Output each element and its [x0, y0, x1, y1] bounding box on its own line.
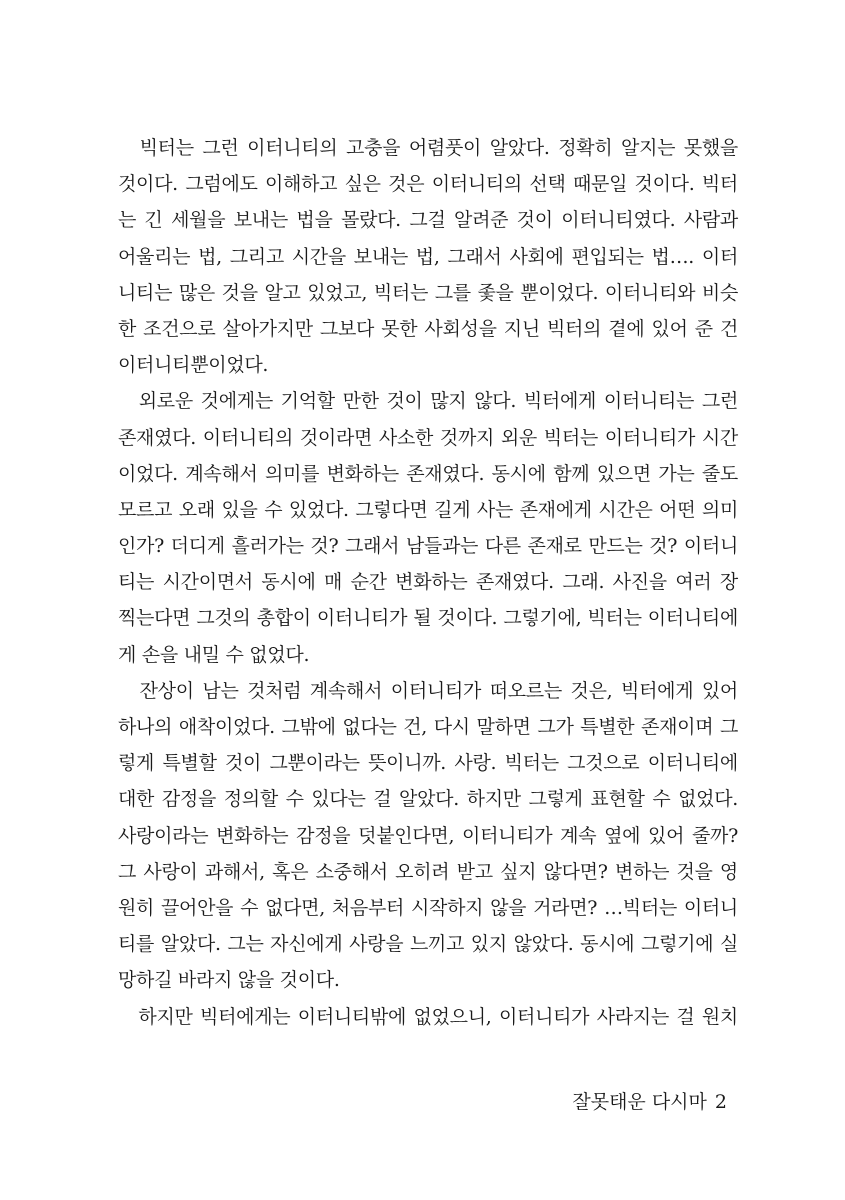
page-number: 2	[714, 1091, 727, 1113]
text-line: 빅터는 그런 이터니티의 고충을 어렴풋이 알았다. 정확히 알지는 못했을	[118, 137, 738, 159]
text-line: 찍는다면 그것의 총합이 이터니티가 될 것이다. 그렇기에, 빅터는 이터니티에	[118, 607, 738, 630]
paragraph-1	[118, 130, 738, 383]
text-line: 티를 알았다. 그는 자신에게 사랑을 느끼고 있지 않았다. 동시에 그렇기에 실	[118, 933, 738, 956]
text-line: 모르고 오래 있을 수 있었다. 그렇다면 길게 사는 존재에게 시간은 어떤 의미	[118, 498, 738, 521]
text-line: 한 조건으로 살아가지만 그보다 못한 사회성을 지닌 빅터의 곁에 있어 준 건	[118, 317, 738, 340]
text-line: 렇게 특별할 것이 그뿐이라는 뜻이니까. 사랑. 빅터는 그것으로 이터니티에	[118, 752, 738, 775]
page-footer	[572, 1090, 727, 1114]
text-line: 이터니티뿐이었다.	[118, 354, 269, 377]
text-line: 망하길 바라지 않을 것이다.	[118, 969, 340, 992]
text-line: 잔상이 남는 것처럼 계속해서 이터니티가 떠오르는 것은, 빅터에게 있어	[118, 679, 738, 702]
paragraph-3	[118, 673, 738, 999]
text-line: 그 사랑이 과해서, 혹은 소중해서 오히려 받고 싶지 않다면? 변하는 것을 영	[118, 860, 738, 883]
text-line: 외로운 것에게는 기억할 만한 것이 많지 않다. 빅터에게 이터니티는 그런	[118, 390, 738, 413]
text-line: 존재였다. 이터니티의 것이라면 사소한 것까지 외운 빅터는 이터니티가 시간	[118, 426, 738, 449]
text-line: 티는 시간이면서 동시에 매 순간 변화하는 존재였다. 그래. 사진을 여러 장	[118, 571, 738, 594]
text-line: 게 손을 내밀 수 없었다.	[118, 643, 310, 666]
text-line: 어울리는 법, 그리고 시간을 보내는 법, 그래서 사회에 편입되는 법…. 이터	[118, 245, 738, 268]
text-line: 것이다. 그럼에도 이해하고 싶은 것은 이터니티의 선택 때문일 것이다. 빅터	[118, 173, 738, 196]
body-text	[118, 130, 738, 1035]
text-line: 는 긴 세월을 보내는 법을 몰랐다. 그걸 알려준 것이 이터니티였다. 사람과	[118, 209, 738, 232]
text-line: 니티는 많은 것을 알고 있었고, 빅터는 그를 좇을 뿐이었다. 이터니티와 비슷	[118, 281, 738, 304]
text-line: 하나의 애착이었다. 그밖에 없다는 건, 다시 말하면 그가 특별한 존재이며 그	[118, 716, 738, 738]
text-line: 인가? 더디게 흘러가는 것? 그래서 남들과는 다른 존재로 만드는 것? 이터니	[118, 535, 738, 558]
text-line: 사랑이라는 변화하는 감정을 덧붙인다면, 이터니티가 계속 옆에 있어 줄까?	[118, 824, 738, 847]
text-line: 하지만 빅터에게는 이터니티밖에 없었으니, 이터니티가 사라지는 걸 원치	[118, 1005, 738, 1028]
paragraph-4	[118, 999, 738, 1035]
text-line: 이었다. 계속해서 의미를 변화하는 존재였다. 동시에 함께 있으면 가는 줄도	[118, 462, 738, 485]
text-line: 원히 끌어안을 수 없다면, 처음부터 시작하지 않을 거라면? …빅터는 이터니	[118, 896, 738, 919]
footer-title: 잘못태운 다시마	[572, 1091, 707, 1113]
paragraph-2	[118, 383, 738, 673]
text-line: 대한 감정을 정의할 수 있다는 걸 알았다. 하지만 그렇게 표현할 수 없었다.	[118, 788, 738, 811]
